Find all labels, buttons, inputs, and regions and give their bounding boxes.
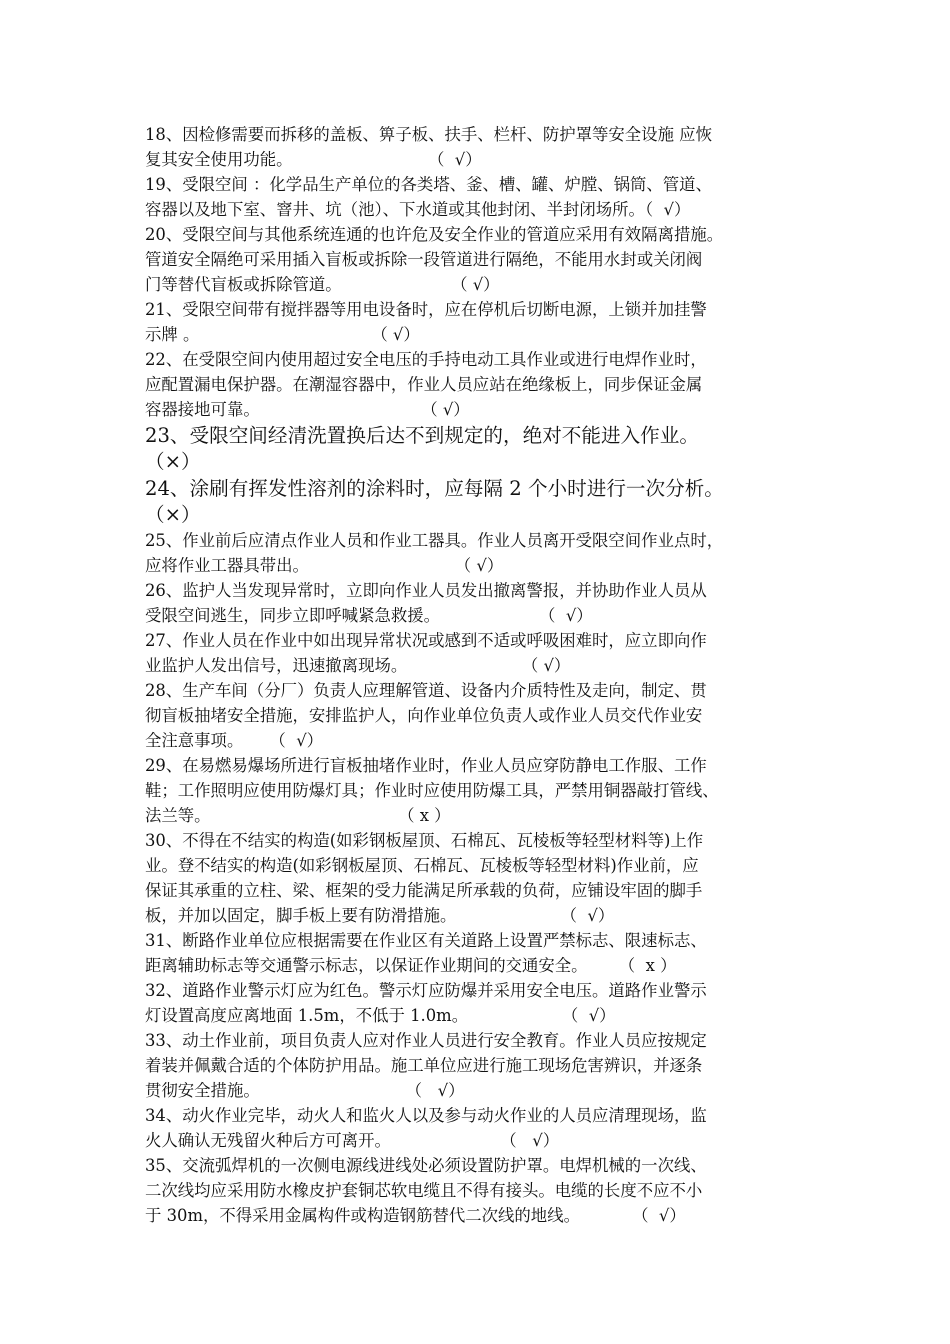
text-line: 保证其承重的立柱、梁、框架的受力能满足所承载的负荷，应铺设牢固的脚手 — [145, 881, 703, 900]
text-line: 25、作业前后应清点作业人员和作业工器具。作业人员离开受限空间作业点时， — [145, 531, 724, 550]
text-line: 于 30m，不得采用金属构件或构造钢筋替代二次线的地线。 （ √） — [145, 1206, 686, 1225]
text-line: 20、受限空间与其他系统连通的也许危及安全作业的管道应采用有效隔离措施。 — [145, 225, 724, 244]
text-line: 法兰等。 （ x ） — [145, 806, 451, 825]
text-line-large: （×） — [145, 503, 201, 526]
text-line: 21、受限空间带有搅拌器等用电设备时，应在停机后切断电源，上锁并加挂警 — [145, 300, 707, 319]
text-line: 19、受限空间 ：化学品生产单位的各类塔、釜、槽、罐、炉膛、锅筒、管道、 — [145, 175, 712, 194]
text-line: 容器接地可靠。 （ √） — [145, 400, 470, 419]
text-line: 34、动火作业完毕，动火人和监火人以及参与动火作业的人员应清理现场，监 — [145, 1106, 707, 1125]
text-line: 22、在受限空间内使用超过安全电压的手持电动工具作业或进行电焊作业时， — [145, 350, 707, 369]
text-line: 33、动土作业前，项目负责人应对作业人员进行安全教育。作业人员应按规定 — [145, 1031, 707, 1050]
text-line: 29、在易燃易爆场所进行盲板抽堵作业时，作业人员应穿防静电工作服、工作 — [145, 756, 707, 775]
text-line: 26、监护人当发现异常时，立即向作业人员发出撤离警报，并协助作业人员从 — [145, 581, 707, 600]
text-line: 容器以及地下室、窨井、坑（池）、下水道或其他封闭、半封闭场所。（ √） — [145, 200, 691, 219]
text-line: 28、生产车间（分厂）负责人应理解管道、设备内介质特性及走向，制定、贯 — [145, 681, 707, 700]
document-body — [145, 122, 825, 1228]
text-line: 应配置漏电保护器。在潮湿容器中，作业人员应站在绝缘板上，同步保证金属 — [145, 375, 703, 394]
text-line: 全注意事项。 （ √） — [145, 731, 324, 750]
text-line: 应将作业工器具带出。 （ √） — [145, 556, 504, 575]
text-line: 18、因检修需要而拆移的盖板、箅子板、扶手、栏杆、防护罩等安全设施 应恢 — [145, 125, 712, 144]
text-line: 门等替代盲板或拆除管道。 （ √） — [145, 275, 500, 294]
text-line: 32、道路作业警示灯应为红色。警示灯应防爆并采用安全电压。道路作业警示 — [145, 981, 707, 1000]
text-line: 业监护人发出信号，迅速撤离现场。 （ √） — [145, 656, 571, 675]
text-line: 距离辅助标志等交通警示标志，以保证作业期间的交通安全。 （ x ） — [145, 956, 677, 975]
text-line: 管道安全隔绝可采用插入盲板或拆除一段管道进行隔绝，不能用水封或关闭阀 — [145, 250, 703, 269]
text-line: 鞋；工作照明应使用防爆灯具；作业时应使用防爆工具，严禁用铜器敲打管线、 — [145, 781, 719, 800]
text-line: 业。登不结实的构造(如彩钢板屋顶、石棉瓦、瓦棱板等轻型材料)作业前，应 — [145, 856, 699, 875]
text-line: 受限空间逃生，同步立即呼喊紧急救援。 （ √） — [145, 606, 593, 625]
text-line: 27、作业人员在作业中如出现异常状况或感到不适或呼吸困难时，应立即向作 — [145, 631, 707, 650]
text-line: 二次线均应采用防水橡皮护套铜芯软电缆且不得有接头。电缆的长度不应不小 — [145, 1181, 703, 1200]
text-line: 彻盲板抽堵安全措施，安排监护人，向作业单位负责人或作业人员交代作业安 — [145, 706, 703, 725]
text-line: 示牌 。 （ √） — [145, 325, 420, 344]
text-line: 35、交流弧焊机的一次侧电源线进线处必须设置防护罩。电焊机械的一次线、 — [145, 1156, 707, 1175]
text-line: 31、断路作业单位应根据需要在作业区有关道路上设置严禁标志、限速标志、 — [145, 931, 707, 950]
text-line: 30、不得在不结实的构造(如彩钢板屋顶、石棉瓦、瓦棱板等轻型材料等)上作 — [145, 831, 704, 850]
text-line: 着装并佩戴合适的个体防护用品。施工单位应进行施工现场危害辨识，并逐条 — [145, 1056, 703, 1075]
text-line: 复其安全使用功能。 （ √） — [145, 150, 482, 169]
text-line: 板，并加以固定，脚手板上要有防滑措施。 （ √） — [145, 906, 615, 925]
text-line-large: 23、受限空间经清洗置换后达不到规定的，绝对不能进入作业。 — [145, 424, 699, 447]
text-line: 贯彻安全措施。 （ √） — [145, 1081, 465, 1100]
text-line: 火人确认无残留火种后方可离开。 （ √） — [145, 1131, 560, 1150]
text-line-large: （×） — [145, 450, 201, 473]
text-line-large: 24、涂刷有挥发性溶剂的涂料时，应每隔 2 个小时进行一次分析。 — [145, 477, 724, 500]
text-line: 灯设置高度应离地面 1.5m，不低于 1.0m。 （ √） — [145, 1006, 616, 1025]
